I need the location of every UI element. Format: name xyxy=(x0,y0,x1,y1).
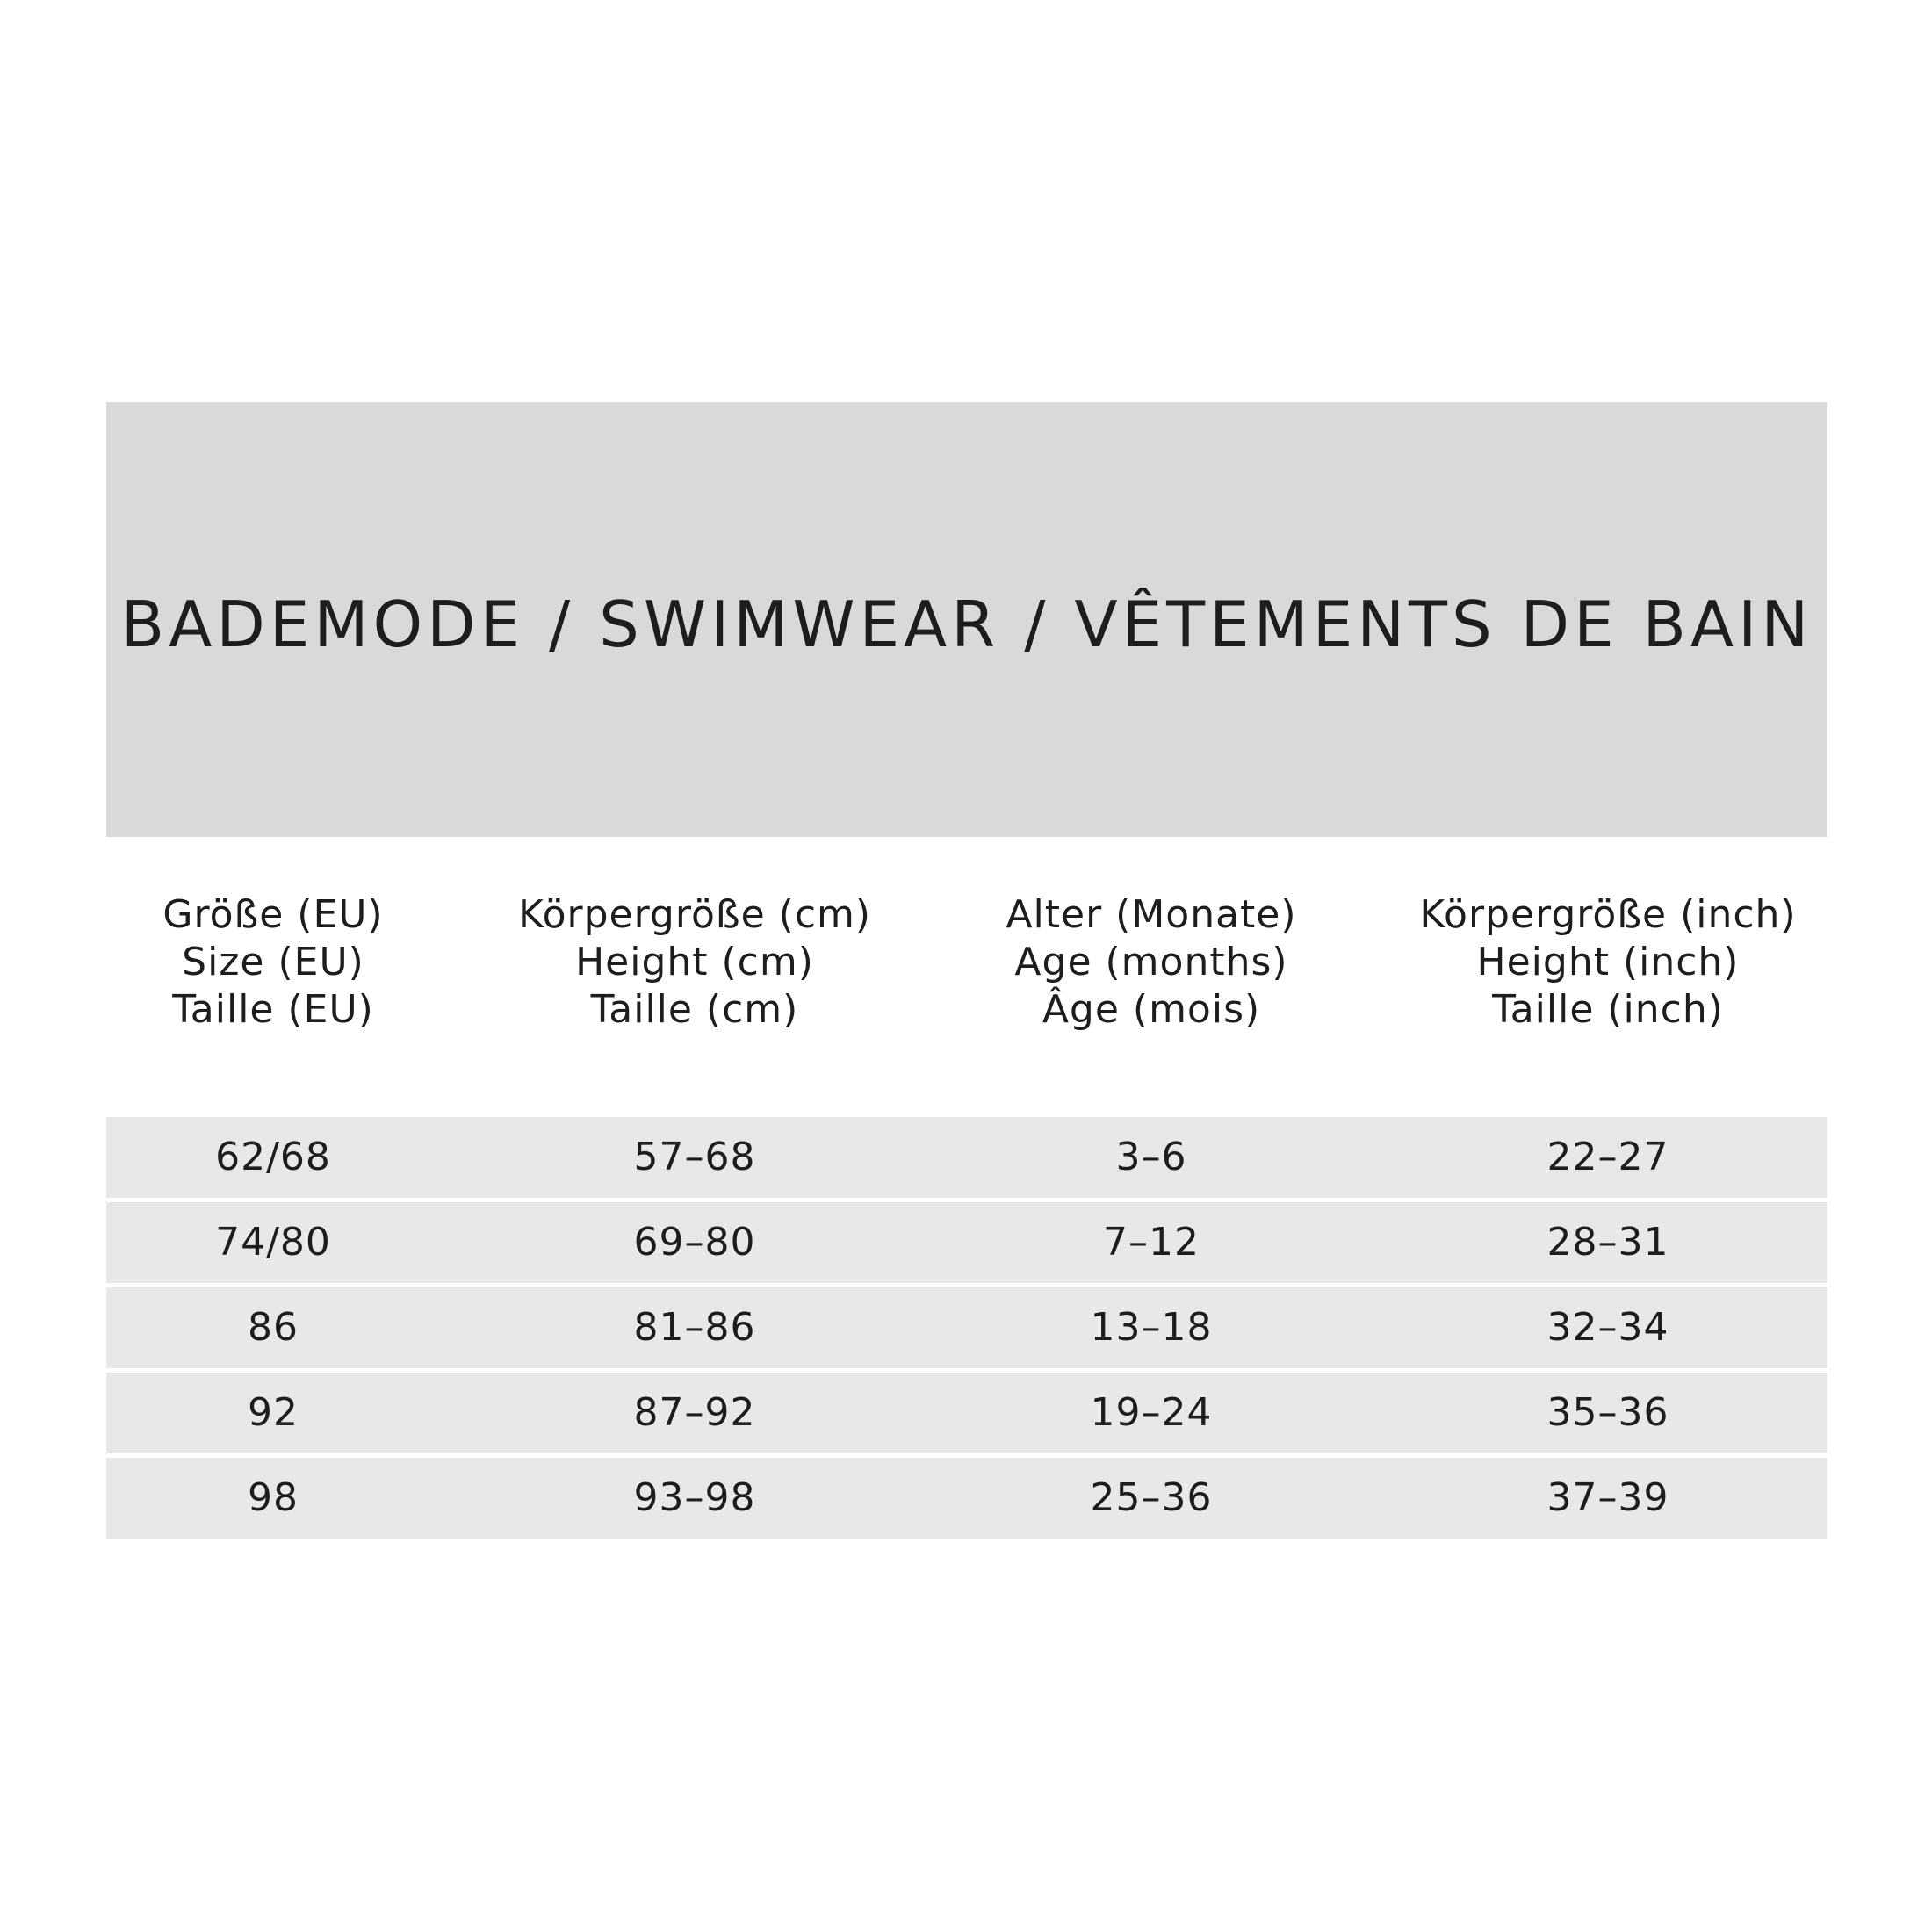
page-title: BADEMODE / SWIMWEAR / VÊTEMENTS DE BAIN xyxy=(120,587,1813,661)
cell-age: 19–24 xyxy=(1090,1390,1213,1435)
title-band xyxy=(106,402,1827,837)
cell-size: 98 xyxy=(248,1475,299,1520)
cell-size: 86 xyxy=(248,1305,299,1350)
header-height-inch xyxy=(1388,891,1827,1034)
cell-height-inch: 37–39 xyxy=(1546,1475,1669,1520)
cell-size: 74/80 xyxy=(215,1220,331,1265)
cell-height-cm: 87–92 xyxy=(633,1390,756,1435)
cell-height-cm: 93–98 xyxy=(633,1475,756,1520)
cell-size: 92 xyxy=(248,1390,299,1435)
cell-height-inch: 22–27 xyxy=(1546,1135,1669,1179)
header-line: Körpergröße (inch) xyxy=(1419,892,1797,937)
table-row xyxy=(106,1202,1827,1283)
cell-age: 13–18 xyxy=(1090,1305,1213,1350)
cell-height-inch: 32–34 xyxy=(1546,1305,1669,1350)
cell-age: 25–36 xyxy=(1090,1475,1213,1520)
header-line: Alter (Monate) xyxy=(1006,892,1297,937)
table-row xyxy=(106,1373,1827,1453)
header-line: Größe (EU) xyxy=(162,892,384,937)
header-age-months xyxy=(932,891,1371,1034)
cell-height-inch: 35–36 xyxy=(1546,1390,1669,1435)
cell-height-cm: 57–68 xyxy=(633,1135,756,1179)
header-line: Körpergröße (cm) xyxy=(517,892,872,937)
cell-height-cm: 81–86 xyxy=(633,1305,756,1350)
header-line: Height (cm) xyxy=(575,940,814,984)
cell-height-cm: 69–80 xyxy=(633,1220,756,1265)
cell-size: 62/68 xyxy=(215,1135,331,1179)
header-line: Taille (EU) xyxy=(172,987,374,1032)
cell-age: 3–6 xyxy=(1115,1135,1187,1179)
cell-age: 7–12 xyxy=(1103,1220,1200,1265)
header-line: Taille (cm) xyxy=(590,987,799,1032)
header-line: Age (months) xyxy=(1014,940,1288,984)
header-line: Size (EU) xyxy=(182,940,364,984)
table-header xyxy=(106,891,1827,1041)
table-row xyxy=(106,1117,1827,1198)
table-row xyxy=(106,1287,1827,1368)
header-line: Taille (inch) xyxy=(1492,987,1724,1032)
header-line: Height (inch) xyxy=(1476,940,1740,984)
header-line: Âge (mois) xyxy=(1042,987,1261,1032)
header-size-eu xyxy=(106,891,440,1034)
header-height-cm xyxy=(475,891,914,1034)
cell-height-inch: 28–31 xyxy=(1546,1220,1669,1265)
table-row xyxy=(106,1458,1827,1539)
